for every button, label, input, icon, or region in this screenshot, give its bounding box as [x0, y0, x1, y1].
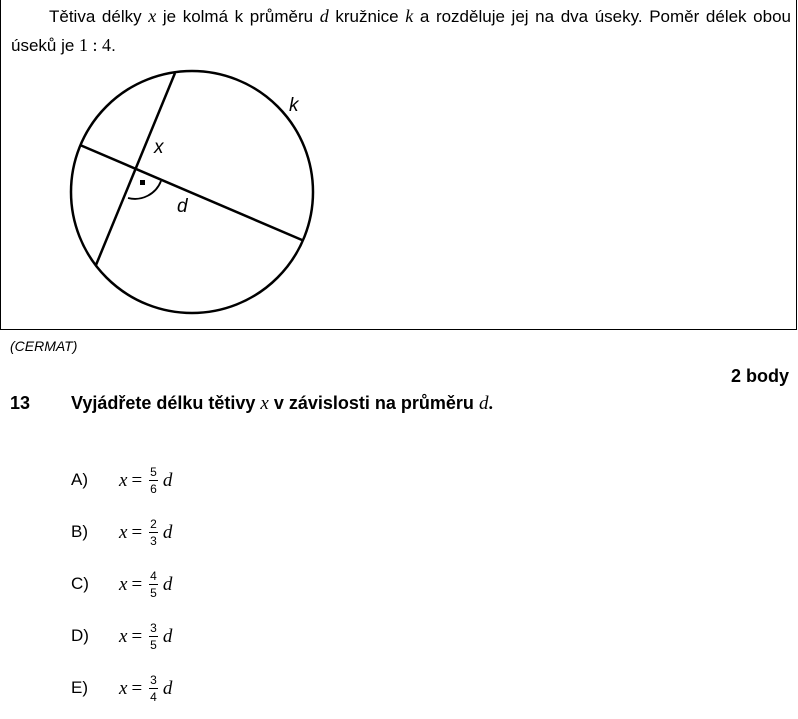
- question-number: 13: [10, 393, 31, 413]
- formula-eq: =: [131, 574, 143, 595]
- formula-eq: =: [131, 470, 143, 491]
- formula-rhs: d: [162, 626, 173, 647]
- q-period: .: [488, 393, 493, 413]
- option-formula: [119, 669, 172, 709]
- source-attribution: (CERMAT): [10, 338, 78, 354]
- option-letter: C): [71, 574, 89, 593]
- problem-statement: [11, 2, 791, 60]
- fraction: [149, 466, 158, 496]
- fraction-bar: [149, 688, 158, 689]
- label-d: d: [177, 196, 188, 217]
- fraction: [149, 622, 158, 652]
- var-d: d: [319, 6, 329, 26]
- q-var-d: d: [478, 393, 489, 414]
- option-letter: E): [71, 678, 88, 697]
- option-letter: D): [71, 626, 89, 645]
- ratio: 1 : 4: [79, 35, 112, 55]
- option-formula: [119, 461, 172, 501]
- fraction-bar: [149, 584, 158, 585]
- numerator: 5: [150, 465, 157, 479]
- intro-text-2: je kolmá k průměru: [156, 7, 320, 26]
- formula-rhs: d: [162, 678, 173, 699]
- formula-rhs: d: [162, 522, 173, 543]
- formula-lhs: x: [119, 678, 128, 699]
- denominator: 5: [150, 586, 157, 600]
- formula-lhs: x: [119, 626, 128, 647]
- denominator: 3: [150, 534, 157, 548]
- problem-box: [0, 0, 797, 330]
- q-text-1: Vyjádřete délku tětivy: [71, 393, 261, 413]
- fraction: [149, 674, 158, 704]
- formula-lhs: x: [119, 574, 128, 595]
- option-letter: A): [71, 470, 88, 489]
- numerator: 2: [150, 517, 157, 531]
- label-x: x: [154, 137, 164, 158]
- fraction: [149, 518, 158, 548]
- right-angle-dot: [140, 180, 145, 185]
- circle-figure: [61, 64, 361, 324]
- option-formula: [119, 513, 172, 553]
- numerator: 3: [150, 621, 157, 635]
- option-letter: B): [71, 522, 88, 541]
- intro-text-3: kružnice: [328, 7, 406, 26]
- formula-eq: =: [131, 626, 143, 647]
- question-text: [71, 393, 493, 415]
- intro-text-4: a rozděluje jej na dva úseky. Poměr délek obou úseků je: [11, 7, 791, 55]
- option-formula: [119, 565, 172, 605]
- fraction-bar: [149, 636, 158, 637]
- formula-eq: =: [131, 678, 143, 699]
- formula-lhs: x: [119, 470, 128, 491]
- fraction: [149, 570, 158, 600]
- var-k: k: [405, 6, 414, 26]
- numerator: 3: [150, 673, 157, 687]
- numerator: 4: [150, 569, 157, 583]
- formula-rhs: d: [162, 470, 173, 491]
- denominator: 4: [150, 690, 157, 704]
- formula-rhs: d: [162, 574, 173, 595]
- fraction-bar: [149, 480, 158, 481]
- q-var-x: x: [260, 393, 269, 414]
- chord-x: [96, 73, 175, 265]
- var-x: x: [148, 6, 157, 26]
- fraction-bar: [149, 532, 158, 533]
- label-k: k: [289, 95, 299, 116]
- formula-eq: =: [131, 522, 143, 543]
- points-label: 2 body: [730, 366, 789, 386]
- option-formula: [119, 617, 172, 657]
- intro-text-1: Tětiva délky: [49, 7, 149, 26]
- formula-lhs: x: [119, 522, 128, 543]
- denominator: 6: [150, 482, 157, 496]
- denominator: 5: [150, 638, 157, 652]
- q-text-2: v závislosti na průměru: [268, 393, 479, 413]
- intro-period: .: [111, 36, 116, 55]
